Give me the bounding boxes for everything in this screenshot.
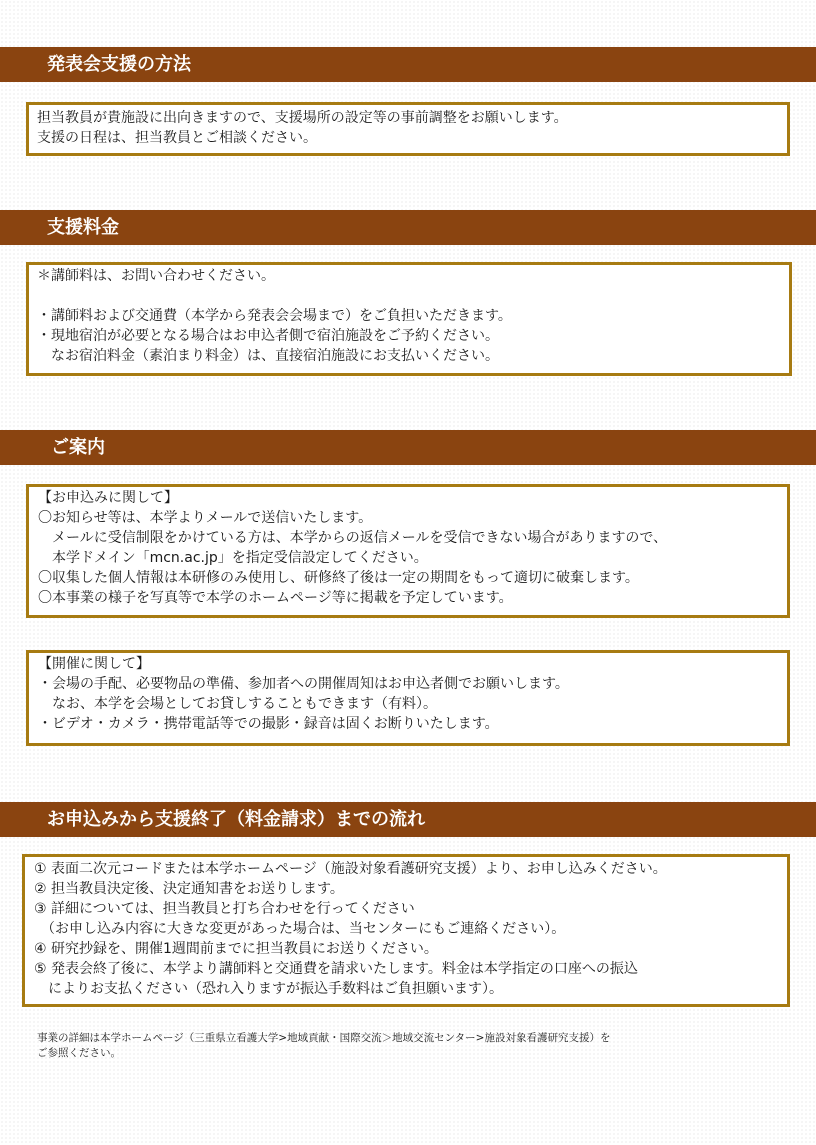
fees-line: なお宿泊料金（素泊まり料金）は、直接宿泊施設にお支払いください。 <box>37 348 499 364</box>
application-info-line: 〇お知らせ等は、本学よりメールで送信いたします。 <box>38 510 373 526</box>
section-heading-process-flow: お申込みから支援終了（料金請求）までの流れ <box>0 802 816 837</box>
process-step-1: ① 表面二次元コードまたは本学ホームページ（施設対象看護研究支援）より、お申し込みください。 <box>34 861 667 877</box>
process-step-5-cont: によりお支払ください（恐れ入りますが振込手数料はご負担願います）。 <box>34 981 503 997</box>
section-heading-fees: 支援料金 <box>0 210 816 245</box>
section-heading-guidance: ご案内 <box>0 430 816 465</box>
support-method-line: 支援の日程は、担当教員とご相談ください。 <box>37 130 317 146</box>
event-info-heading: 【開催に関して】 <box>38 656 150 672</box>
event-info-box <box>26 650 790 746</box>
support-method-line: 担当教員が貴施設に出向きますので、支援場所の設定等の事前調整をお願いします。 <box>37 110 568 126</box>
fees-box <box>26 262 792 376</box>
application-info-line: 〇本事業の様子を写真等で本学のホームページ等に掲載を予定しています。 <box>38 590 513 606</box>
footer-note <box>37 1031 777 1061</box>
process-step-5: ⑤ 発表会終了後に、本学より講師料と交通費を請求いたします。料金は本学指定の口座への振込 <box>34 961 638 977</box>
application-info-line: 〇収集した個人情報は本研修のみ使用し、研修終了後は一定の期間をもって適切に破棄します。 <box>38 570 639 586</box>
event-info-line: ・会場の手配、必要物品の準備、参加者への開催周知はお申込者側でお願いします。 <box>38 676 569 692</box>
event-info-line: なお、本学を会場としてお貸しすることもできます（有料）。 <box>38 696 437 712</box>
process-step-3: ③ 詳細については、担当教員と打ち合わせを行ってください <box>34 901 415 917</box>
fees-line <box>37 286 783 306</box>
fees-line: ・現地宿泊が必要となる場合はお申込者側で宿泊施設をご予約ください。 <box>37 328 499 344</box>
application-info-heading: 【お申込みに関して】 <box>38 490 178 506</box>
process-step-3-note: （お申し込み内容に大きな変更があった場合は、当センターにもご連絡ください）。 <box>34 921 566 937</box>
process-flow-box <box>22 854 790 1007</box>
application-info-box <box>26 484 790 618</box>
process-step-4: ④ 研究抄録を、開催1週間前までに担当教員にお送りください。 <box>34 941 438 957</box>
fees-line: ・講師料および交通費（本学から発表会会場まで）をご負担いただきます。 <box>37 308 512 324</box>
process-step-2: ② 担当教員決定後、決定通知書をお送りします。 <box>34 881 344 897</box>
support-method-box <box>26 102 790 156</box>
application-info-line: 本学ドメイン「mcn.ac.jp」を指定受信設定してください。 <box>38 550 428 566</box>
section-heading-support-method: 発表会支援の方法 <box>0 47 816 82</box>
event-info-line: ・ビデオ・カメラ・携帯電話等での撮影・録音は固くお断りいたします。 <box>38 716 499 732</box>
application-info-line: メールに受信制限をかけている方は、本学からの返信メールを受信できない場合がありますので、 <box>38 530 668 546</box>
footer-note-line: ご参照ください。 <box>37 1047 121 1059</box>
fees-line: ＊講師料は、お問い合わせください。 <box>37 268 275 284</box>
footer-note-line: 事業の詳細は本学ホームページ（三重県立看護大学>地域貢献・国際交流＞地域交流センター>施設対象看護研究支援）を <box>37 1032 611 1044</box>
